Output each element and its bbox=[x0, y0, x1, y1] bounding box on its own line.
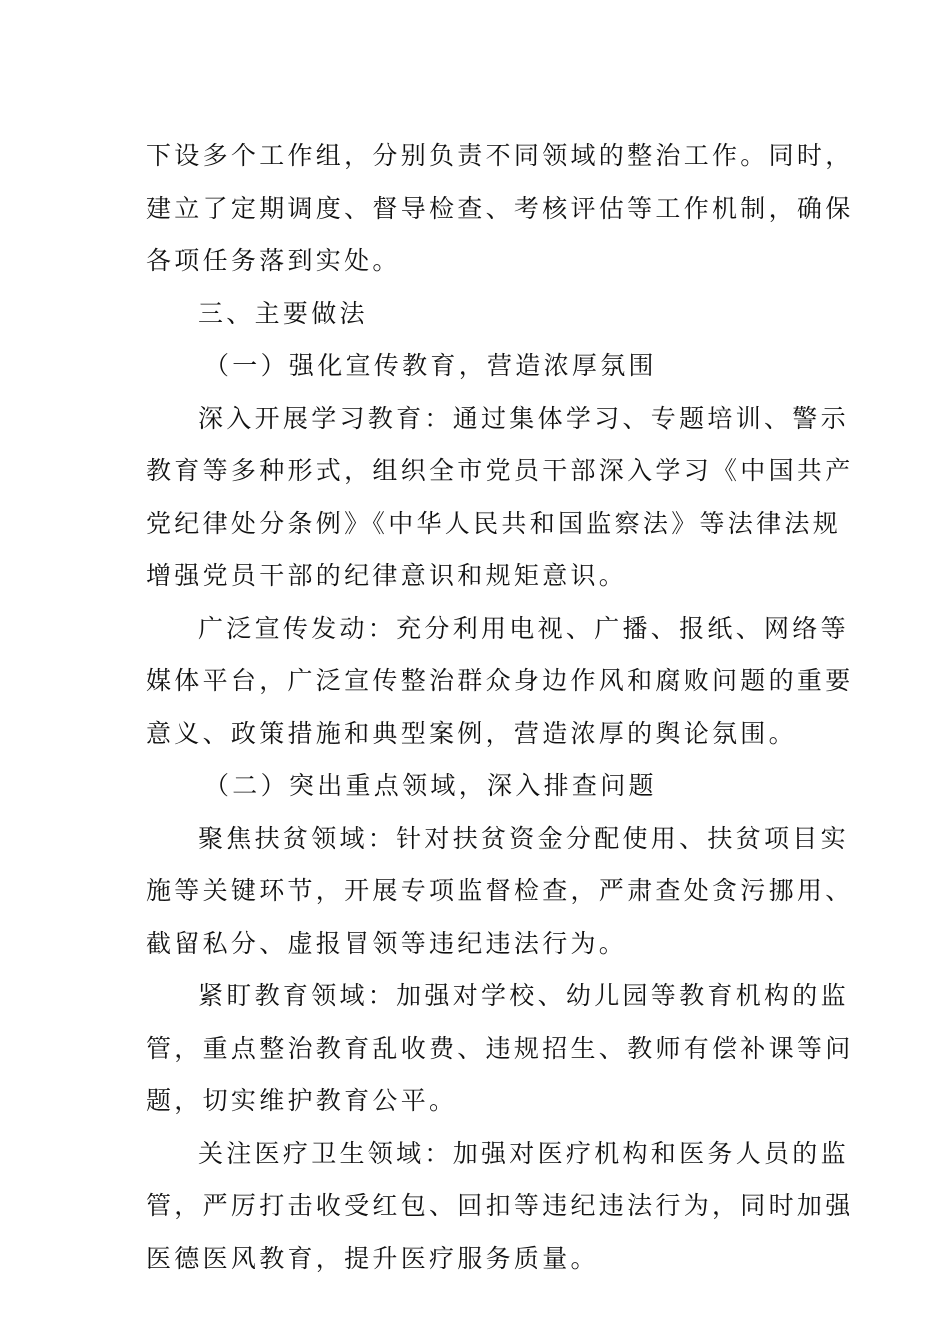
paragraph-line: 意义、政策措施和典型案例，营造浓厚的舆论氛围。 bbox=[146, 718, 797, 748]
paragraph-line: 各项任务落到实处。 bbox=[146, 246, 401, 275]
paragraph-line: 媒体平台，广泛宣传整治群众身边作风和腐败问题的重要 bbox=[146, 666, 854, 695]
subsection-heading: （二）突出重点领域，深入排查问题 bbox=[204, 771, 657, 800]
paragraph-line: 管，严厉打击收受红包、回扣等违纪违法行为，同时加强 bbox=[146, 1191, 854, 1220]
paragraph-line: 下设多个工作组，分别负责不同领域的整治工作。同时， bbox=[146, 141, 854, 170]
subsection-heading: （一）强化宣传教育，营造浓厚氛围 bbox=[204, 351, 657, 380]
paragraph-line: 建立了定期调度、督导检查、考核评估等工作机制，确保 bbox=[146, 193, 854, 223]
paragraph-line: 广泛宣传发动：充分利用电视、广播、报纸、网络等 bbox=[198, 613, 849, 643]
paragraph-line: 聚焦扶贫领域：针对扶贫资金分配使用、扶贫项目实 bbox=[198, 823, 849, 853]
paragraph-line: 教育等多种形式，组织全市党员干部深入学习《中国共产 bbox=[146, 456, 854, 485]
document-body bbox=[146, 130, 854, 1285]
paragraph-line: 深入开展学习教育：通过集体学习、专题培训、警示 bbox=[198, 403, 849, 433]
paragraph-line: 题，切实维护教育公平。 bbox=[146, 1086, 458, 1115]
paragraph-line: 管，重点整治教育乱收费、违规招生、教师有偿补课等问 bbox=[146, 1033, 854, 1063]
paragraph-line: 紧盯教育领域：加强对学校、幼儿园等教育机构的监 bbox=[198, 981, 849, 1010]
paragraph-line: 关注医疗卫生领域：加强对医疗机构和医务人员的监 bbox=[198, 1138, 849, 1168]
paragraph-line: 施等关键环节，开展专项监督检查，严肃查处贪污挪用、 bbox=[146, 876, 854, 905]
paragraph-line: 党纪律处分条例》《中华人民共和国监察法》等法律法规 bbox=[146, 508, 842, 538]
paragraph-line: 医德医风教育，提升医疗服务质量。 bbox=[146, 1243, 599, 1273]
paragraph-line: 增强党员干部的纪律意识和规矩意识。 bbox=[146, 561, 628, 590]
paragraph-line: 截留私分、虚报冒领等违纪违法行为。 bbox=[146, 928, 628, 958]
section-heading: 三、主要做法 bbox=[198, 298, 368, 328]
